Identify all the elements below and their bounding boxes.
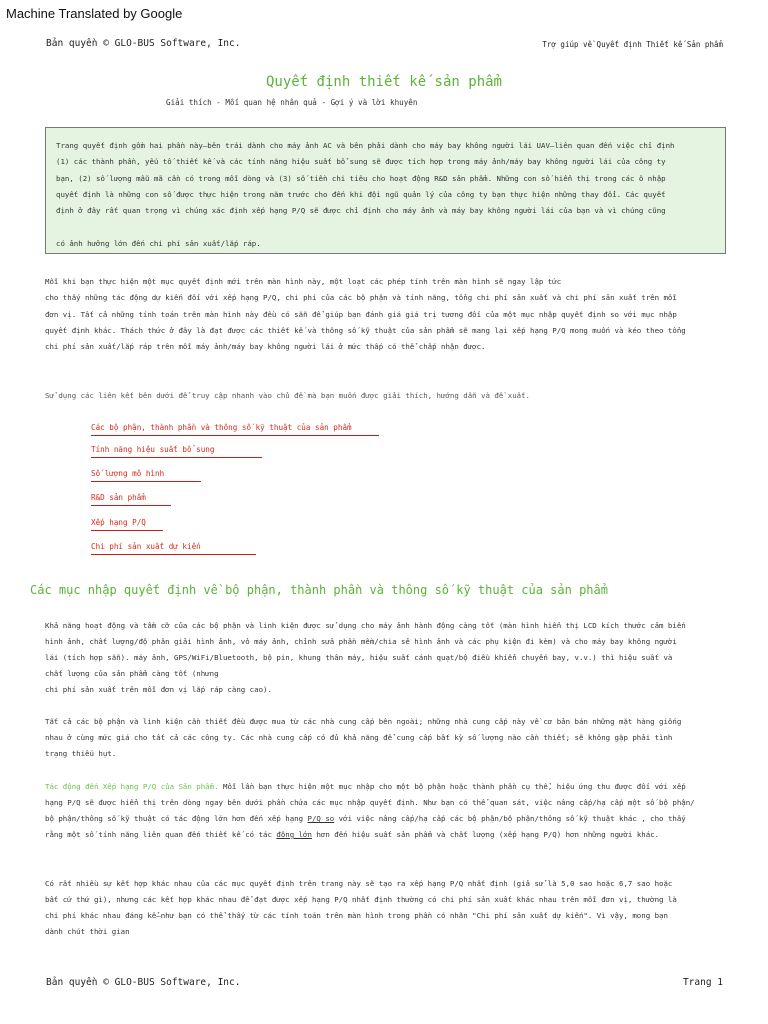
paragraph-line [45, 779, 725, 795]
underlined-text: P/Q so [307, 814, 335, 823]
link-product-rnd[interactable]: R&D sản phẩm [91, 493, 171, 506]
intro-line: định ở đây rất quan trọng vì chúng xác định xếp hạng P/Q sẽ được chỉ định cho máy ảnh và máy bay không người lái của bạn và vì chúng cũng [56, 206, 666, 216]
header-copyright: Bản quyền © GLO-BUS Software, Inc. [46, 38, 241, 49]
paragraph-line: lái (tích hợp sẵn). máy ảnh, GPS/WiFi/Bluetooth, bộ pin, khung thân máy, hiệu suất cánh quạt/bộ điều khiển chuyến bay, v.v.) thì hiệu suất và [45, 653, 673, 662]
link-additional-features[interactable]: Tính năng hiệu suất bổ sung [91, 445, 262, 458]
text-run: bộ phận/thông số kỹ thuật có tác động lớn hơn đến xếp hạng [45, 814, 308, 823]
section-paragraph-4 [45, 876, 725, 940]
intro-paragraph [45, 274, 725, 355]
paragraph-line: quyết định khác. Thách thức ở đây là đạt được các thiết kế và thông số kỹ thuật của sản phẩm sẽ mang lại xếp hạng P/Q mong muốn và kéo theo tổng [45, 325, 686, 335]
paragraph-line: chất lượng của sản phẩm càng tốt (nhưng [45, 669, 219, 678]
intro-line: quyết định là những con số được thực hiện trong năm trước cho đến khi đội ngũ quản lý của công ty bạn thực hiện những thay đổi. Các quyết [56, 189, 666, 199]
intro-line: (1) các thành phần, yếu tố thiết kế và các tính năng hiệu suất bổ sung sẽ được tích hợp trong máy ảnh/máy bay không người lái của công ty [56, 157, 666, 167]
section-heading: Các mục nhập quyết định về bộ phận, thành phần và thông số kỹ thuật của sản phẩm [30, 583, 608, 597]
intro-line: Trang quyết định gồm hai phần này—bên trái dành cho máy ảnh AC và bên phải dành cho máy bay không người lái UAV—liên quan đến việc chỉ định [56, 141, 675, 150]
paragraph-line: chi phí khác nhau đáng kể—như bạn có thể thấy từ các tính toán trên màn hình trong phần có nhãn "Chi phí sản xuất dự kiến". Vì vậy, mong bạn [45, 911, 668, 920]
machine-translated-banner: Machine Translated by Google [6, 6, 183, 21]
text-run: hơn đến hiệu suất sản phẩm và chất lượng (xếp hạng P/Q) hơn những người khác. [312, 830, 660, 839]
link-pq-rating[interactable]: Xếp hạng P/Q [91, 518, 163, 531]
section-paragraph-1 [45, 618, 725, 698]
paragraph-line: chi phí sản xuất/lắp ráp trên mỗi máy ảnh/máy bay không người lái ở mức thấp có thể chấp nhận được. [45, 342, 486, 352]
section-paragraph-2 [45, 714, 725, 762]
underlined-text: động lớn [276, 830, 312, 839]
links-intro: Sử dụng các liên kết bên dưới để truy cập nhanh vào chủ đề mà bạn muốn được giải thích, hướng dẫn và đề xuất. [45, 391, 530, 400]
page-title: Quyết định thiết kế sản phẩm [265, 74, 502, 90]
paragraph-line: bất cứ thứ gì), nhưng các kết hợp khác nhau để đạt được xếp hạng P/Q nhất định thường có chi phí sản xuất khác nhau trên mỗi đơn vị, thường là [45, 895, 677, 904]
paragraph-line: hình ảnh, chất lượng/độ phân giải hình ảnh, vỏ máy ảnh, chỉnh sửa phần mềm/chia sẻ hình ảnh và các phụ kiện đi kèm) và cho máy bay không người [45, 637, 677, 646]
paragraph-line: Mỗi khi bạn thực hiện một mục quyết định mới trên màn hình này, một loạt các phép tính trên màn hình sẽ ngay lập tức [45, 277, 562, 286]
paragraph-line: nhau ở cùng mức giá cho tất cả các công ty. Các nhà cung cấp có đủ khả năng để cung cấp bất kỳ số lượng nào cần thiết; sẽ không gặp phải tình [45, 733, 673, 742]
link-model-count[interactable]: Số lượng mô hình [91, 469, 201, 482]
text-run: Mỗi lần bạn thực hiện một mục nhập cho một bộ phận hoặc thành phần cụ thể, hiệu ứng thu được đối với xếp [218, 782, 686, 791]
footer-page-number: Trang 1 [682, 977, 723, 988]
paragraph-line: Tất cả các bộ phận và linh kiện cần thiết đều được mua từ các nhà cung cấp bên ngoài; những nhà cung cấp này về cơ bản bán những mặt hàng giống [45, 717, 682, 726]
link-parts-components-specs[interactable]: Các bộ phận, thành phần và thông số kỹ thuật của sản phẩm [91, 423, 379, 436]
paragraph-line [45, 827, 725, 843]
paragraph-line [45, 811, 725, 827]
paragraph-line: Có rất nhiều sự kết hợp khác nhau của các mục quyết định trên trang này sẽ tạo ra xếp hạng P/Q nhất định (giả sử là 5,0 sao hoặc 6,7 sao hoặc [45, 879, 673, 888]
intro-line-blank [56, 219, 715, 235]
paragraph-line: dành chút thời gian [45, 927, 130, 936]
text-run: với việc nâng cấp/hạ cấp các bộ phận/bộ phận/thông số kỹ thuật khác , cho thấy [334, 814, 686, 823]
paragraph-line: Khả năng hoạt động và tầm cỡ của các bộ phận và linh kiện được sử dụng cho máy ảnh hành động càng tốt (màn hình hiển thị LCD kích thước cảm biến [45, 621, 686, 630]
intro-line: bạn, (2) số lượng mẫu mã cần có trong mỗi dòng và (3) số tiền chi tiêu cho hoạt động R&D sản phẩm. Những con số hiển thị trong các ô nhập [56, 173, 666, 183]
intro-callout-box [45, 127, 726, 254]
page-subtitle: Giải thích - Mối quan hệ nhân quả - Gợi ý và lời khuyên [166, 98, 418, 107]
intro-line: có ảnh hưởng lớn đến chi phí sản xuất/lắp ráp. [56, 238, 261, 248]
section-paragraph-3 [45, 779, 725, 843]
text-run: rằng một số tính năng liên quan đến thiết kế có tác [45, 830, 277, 839]
link-expected-production-cost[interactable]: Chi phí sản xuất dự kiến [91, 542, 256, 555]
pq-impact-lead: Tác động đến Xếp hạng P/Q của Sản phẩm. [45, 782, 219, 791]
paragraph-line: trạng thiếu hụt. [45, 749, 117, 758]
header-help-title: Trợ giúp về Quyết định Thiết kế Sản phẩm [542, 40, 723, 49]
paragraph-line: chi phí sản xuất trên mỗi đơn vị lắp ráp càng cao). [45, 685, 272, 694]
footer-copyright: Bản quyền © GLO-BUS Software, Inc. [46, 977, 241, 988]
paragraph-line: đơn vị. Tất cả những tính toán trên màn hình này đều có sẵn để giúp bạn đánh giá giá trị tương đối của một mục nhập quyết định so với mục nhập [45, 309, 677, 319]
paragraph-line: hạng P/Q sẽ được hiển thị trên dòng ngay bên dưới phần chứa các mục nhập quyết định. Như bạn có thể quan sát, việc nâng cấp/hạ cấp một số bộ phận/ [45, 798, 695, 807]
paragraph-line: cho thấy những tác động dự kiến đối với xếp hạng P/Q, chi phí của các bộ phận và tính năng, tổng chi phí sản xuất và chi phí sản xuất trên mỗi [45, 293, 677, 303]
